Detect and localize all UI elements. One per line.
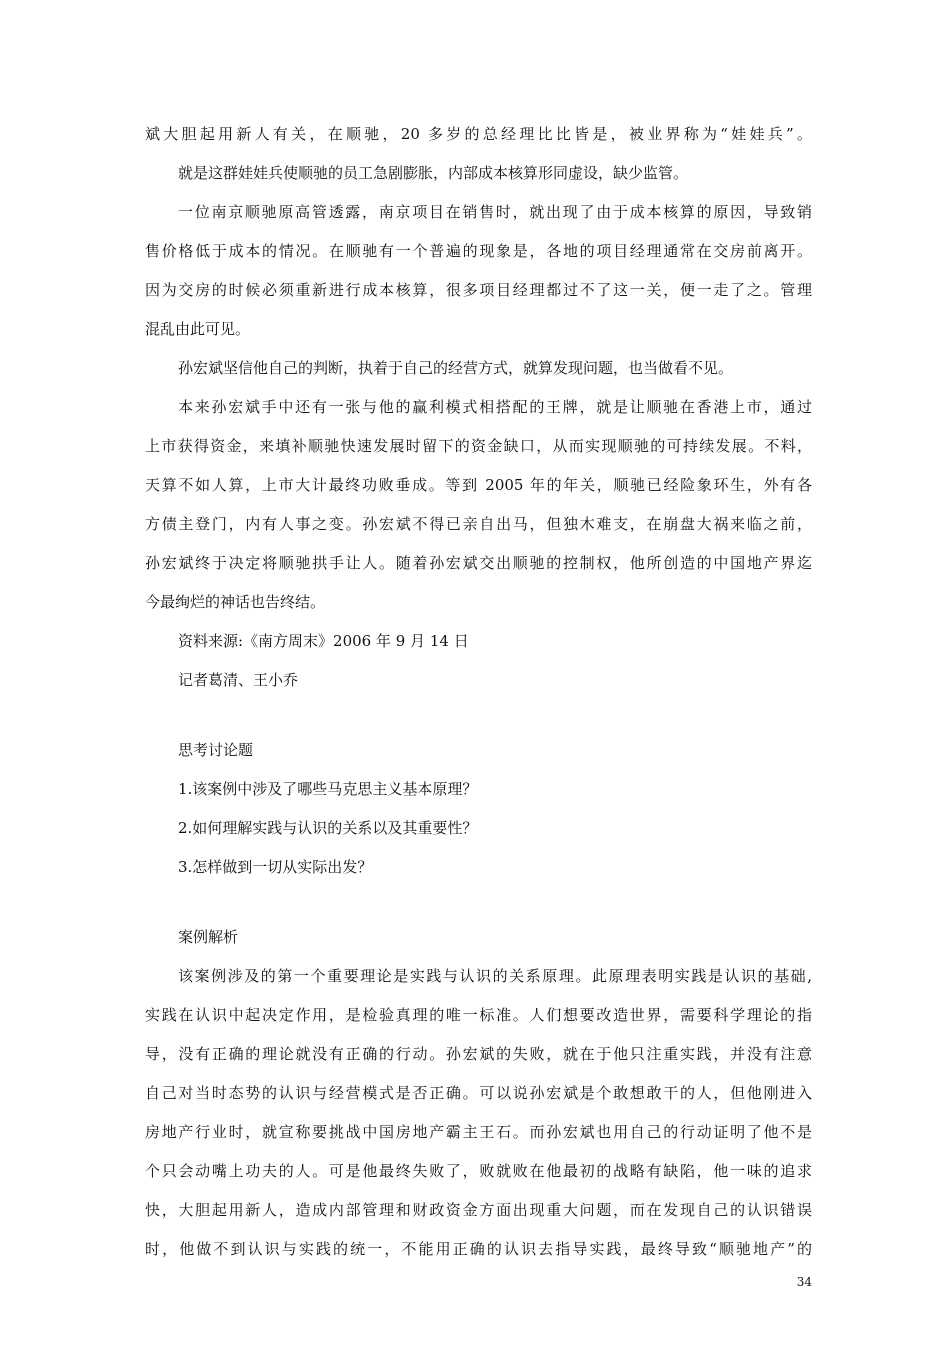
analysis-line-7: 快，大胆起用新人，造成内部管理和财政资金方面出现重大问题，而在发现自己的认识错误 — [145, 1201, 812, 1219]
discussion-heading: 思考讨论题 — [178, 741, 254, 759]
page-number: 34 — [796, 1275, 812, 1289]
text-line-8: 本来孙宏斌手中还有一张与他的赢利模式相搭配的王牌，就是让顺驰在香港上市，通过 — [178, 398, 812, 416]
text-line-2: 就是这群娃娃兵使顺驰的员工急剧膨胀，内部成本核算形同虚设，缺少监管。 — [178, 164, 689, 182]
text-line-3: 一位南京顺驰原高管透露，南京项目在销售时，就出现了由于成本核算的原因，导致销 — [178, 203, 812, 221]
text-line-12: 孙宏斌终于决定将顺驰拱手让人。随着孙宏斌交出顺驰的控制权，他所创造的中国地产界迄 — [145, 554, 812, 572]
text-line-9: 上市获得资金，来填补顺驰快速发展时留下的资金缺口，从而实现顺驰的可持续发展。不料， — [145, 437, 812, 455]
source-line: 资料来源:《南方周末》2006 年 9 月 14 日 — [178, 632, 469, 650]
question-3: 3.怎样做到一切从实际出发？ — [178, 858, 373, 876]
analysis-heading: 案例解析 — [178, 928, 239, 946]
question-1: 1.该案例中涉及了哪些马克思主义基本原理？ — [178, 780, 478, 798]
analysis-line-2: 实践在认识中起决定作用，是检验真理的唯一标准。人们想要改造世界，需要科学理论的指 — [145, 1006, 812, 1024]
text-line-4: 售价格低于成本的情况。在顺驰有一个普遍的现象是，各地的项目经理通常在交房前离开。 — [145, 242, 812, 260]
analysis-line-4: 自己对当时态势的认识与经营模式是否正确。可以说孙宏斌是个敢想敢干的人，但他刚进入 — [145, 1084, 812, 1102]
analysis-line-1: 该案例涉及的第一个重要理论是实践与认识的关系原理。此原理表明实践是认识的基础, — [178, 967, 812, 985]
analysis-line-5: 房地产行业时，就宣称要挑战中国房地产霸主王石。而孙宏斌也用自己的行动证明了他不是 — [145, 1123, 812, 1141]
text-line-7: 孙宏斌坚信他自己的判断，执着于自己的经营方式，就算发现问题，也当做看不见。 — [178, 359, 734, 377]
text-line-5: 因为交房的时候必须重新进行成本核算，很多项目经理都过不了这一关，便一走了之。管理 — [145, 281, 812, 299]
text-line-6: 混乱由此可见。 — [145, 320, 251, 338]
reporter-line: 记者葛清、王小乔 — [178, 671, 299, 689]
text-line-1: 斌大胆起用新人有关，在顺驰，20 多岁的总经理比比皆是，被业界称为“娃娃兵”。 — [145, 125, 812, 143]
text-line-11: 方债主登门，内有人事之变。孙宏斌不得已亲自出马，但独木难支，在崩盘大祸来临之前， — [145, 515, 812, 533]
analysis-line-6: 个只会动嘴上功夫的人。可是他最终失败了，败就败在他最初的战略有缺陷，他一味的追求 — [145, 1162, 812, 1180]
text-line-10: 天算不如人算，上市大计最终功败垂成。等到 2005 年的年关，顺驰已经险象环生，外有各 — [145, 476, 812, 494]
analysis-line-8: 时，他做不到认识与实践的统一，不能用正确的认识去指导实践，最终导致“顺驰地产”的 — [145, 1240, 812, 1258]
text-line-13: 今最绚烂的神话也告终结。 — [145, 593, 326, 611]
question-2: 2.如何理解实践与认识的关系以及其重要性？ — [178, 819, 478, 837]
analysis-line-3: 导，没有正确的理论就没有正确的行动。孙宏斌的失败，就在于他只注重实践，并没有注意 — [145, 1045, 812, 1063]
